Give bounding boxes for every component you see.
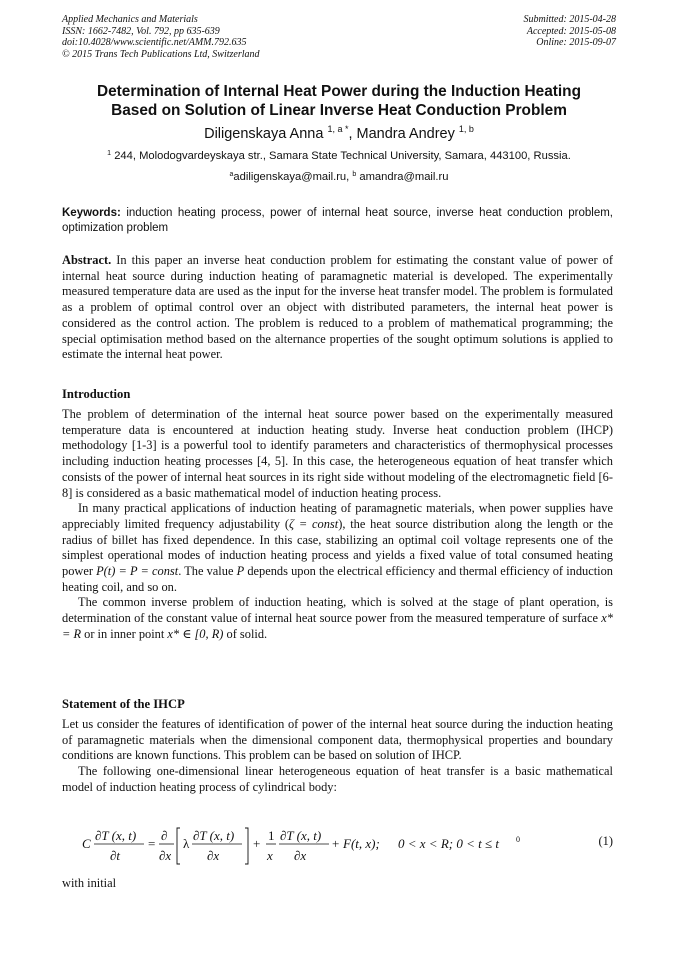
intro-p3-text-b: or in inner point: [81, 626, 168, 641]
intro-paragraph-2: [62, 501, 613, 595]
svg-text:F(t, x);: F(t, x);: [343, 836, 380, 851]
svg-text:∂: ∂: [161, 828, 168, 843]
author-2: Mandra Andrey: [356, 126, 455, 142]
svg-text:∂t: ∂t: [110, 848, 121, 863]
svg-text:λ: λ: [183, 836, 190, 851]
svg-text:∂x: ∂x: [294, 848, 307, 863]
svg-text:∂T (x, t): ∂T (x, t): [280, 828, 322, 843]
accepted-date: Accepted: 2015-05-08: [526, 25, 616, 37]
dates-info: [524, 14, 617, 49]
journal-info: [62, 14, 260, 60]
intro-paragraph-3: [62, 595, 613, 642]
affiliation: [40, 150, 638, 162]
equation-1: [62, 820, 613, 870]
intro-p3-text-a: The common inverse problem of induction heating, which is solved at the stage of plant operation, is determination of the constant value of internal heat source power from the measured temperature of surface: [62, 595, 613, 626]
section-heading-introduction: Introduction: [62, 387, 131, 401]
svg-text:0: 0: [516, 835, 520, 844]
issn-line: ISSN: 1662-7482, Vol. 792, pp 635-639: [62, 25, 220, 37]
title-line-2: Based on Solution of Linear Inverse Heat Conduction Problem: [111, 102, 567, 119]
svg-text:=: =: [148, 836, 156, 851]
keywords-text: induction heating process, power of internal heat source, inverse heat conduction problem, optimization problem: [62, 207, 613, 235]
abstract-label: Abstract.: [62, 253, 112, 267]
paper-title: [40, 82, 638, 120]
intro-p2-text-a: In many practical applications of induction heating of paramagnetic materials, when power supplies have appreciably limited frequency adjustability (: [62, 501, 613, 531]
keywords: [62, 206, 613, 237]
keywords-label: Keywords:: [62, 207, 121, 219]
statement-paragraph-1: Let us consider the features of identification of power of the internal heat source during the induction heating of paramagnetic materials when the dimensional component data, thermophysical properties and boundary conditions are known functions. This problem can be based on solution of IHCP.: [62, 717, 613, 763]
statement-paragraph-2: The following one-dimensional linear heterogeneous equation of heat transfer is a basic mathematical model of induction heating process of cylindrical body:: [62, 764, 613, 794]
equation-number: (1): [598, 834, 613, 848]
abstract-text: In this paper an inverse heat conduction problem for estimating the constant value of power of internal heat source during induction heating of paramagnetic material is developed. The experimentally measured temperature data are used as the input for the inverse heat transfer model. The problem is formulated as a problem of optimal control over an object with distributed parameters, the internal heat power is considered as the control action. The problem is reduced to a problem of mathematical programming; the special optimisation method based on the alternance properties of the sought optimum solutions is applied to estimate the internal heat power.: [62, 253, 613, 362]
email-b: amandra@mail.ru: [359, 171, 449, 183]
svg-text:1: 1: [268, 828, 275, 843]
svg-text:0 < x < R; 0 < t ≤ t: 0 < x < R; 0 < t ≤ t: [398, 836, 499, 851]
with-initial-text: with initial: [62, 876, 117, 890]
journal-name: Applied Mechanics and Materials: [62, 14, 198, 25]
affiliation-mark: 1: [107, 150, 112, 157]
doi-line: doi:10.4028/www.scientific.net/AMM.792.635: [62, 37, 247, 49]
svg-text:+: +: [253, 836, 261, 851]
equation-continuation: [62, 876, 613, 892]
author-1: Diligenskaya Anna: [204, 126, 324, 142]
svg-text:∂T (x, t): ∂T (x, t): [95, 828, 137, 843]
intro-p2-text-d: depends upon the electrical efficiency and thermal efficiency of induction heating coil, and so on.: [62, 564, 613, 594]
math-power-const: P(t) = P = const: [96, 564, 179, 579]
math-zeta-const: ζ = const: [289, 516, 339, 531]
online-date: Online: 2015-09-07: [536, 37, 616, 49]
affiliation-text: 244, Molodogvardeyskaya str., Samara State Technical University, Samara, 443100, Russia.: [114, 150, 571, 162]
email-a: adiligenskaya@mail.ru,: [233, 171, 353, 183]
intro-paragraph-1: The problem of determination of the internal heat source power based on the experimentally measured temperature data is encountered at induction heating study. Inverse heat conduction problem (IHCP) methodology [1-3] is a powerful tool to identify parameters and characteristics of thermophysical processes including induction heating processes [4, 5]. In this case, the heterogeneous equation of heat transfer which consists of the power of internal heat sources in its right side without modeling of the electromagnetic field [6-8] is considered as a basic mathematical model of induction heating process.: [62, 407, 613, 500]
section-heading-statement: Statement of the IHCP: [62, 697, 185, 711]
heat-equation-formula: [62, 820, 582, 870]
svg-text:x: x: [267, 848, 273, 863]
math-surface-point: x* = R: [62, 611, 613, 641]
svg-text:∂T (x, t): ∂T (x, t): [193, 828, 235, 843]
email-b-mark: b: [352, 171, 357, 178]
svg-text:+: +: [332, 836, 340, 851]
author-list: [40, 124, 638, 142]
title-line-1: Determination of Internal Heat Power during the Induction Heating: [97, 83, 581, 100]
svg-text:∂x: ∂x: [207, 848, 220, 863]
author-1-marks: 1, a *: [327, 124, 349, 134]
email-line: [40, 171, 638, 183]
intro-p2-text-c: . The value: [178, 564, 237, 579]
submitted-date: Submitted: 2015-04-28: [523, 14, 616, 25]
intro-p3-text-c: of solid.: [223, 626, 268, 641]
intro-p2-text-b: ), the heat source distribution along the length or the radius of billet has fixed dependence. In this case, stabilizing an optimal coil voltage represents one of the simplest operational modes of induction heating process and yields a fixed value of total consumed heating power: [62, 516, 614, 579]
author-separator: ,: [348, 126, 357, 142]
email-a-mark: a: [229, 171, 234, 178]
statement-body: [62, 717, 613, 796]
copyright-line: © 2015 Trans Tech Publications Ltd, Switzerland: [62, 48, 260, 60]
svg-text:C: C: [82, 836, 91, 851]
math-p: P: [236, 564, 245, 579]
abstract: [62, 253, 613, 363]
author-2-marks: 1, b: [458, 124, 474, 134]
svg-text:∂x: ∂x: [159, 848, 172, 863]
math-inner-point: x* ∈ [0, R): [167, 626, 224, 641]
introduction-body: [62, 407, 613, 643]
